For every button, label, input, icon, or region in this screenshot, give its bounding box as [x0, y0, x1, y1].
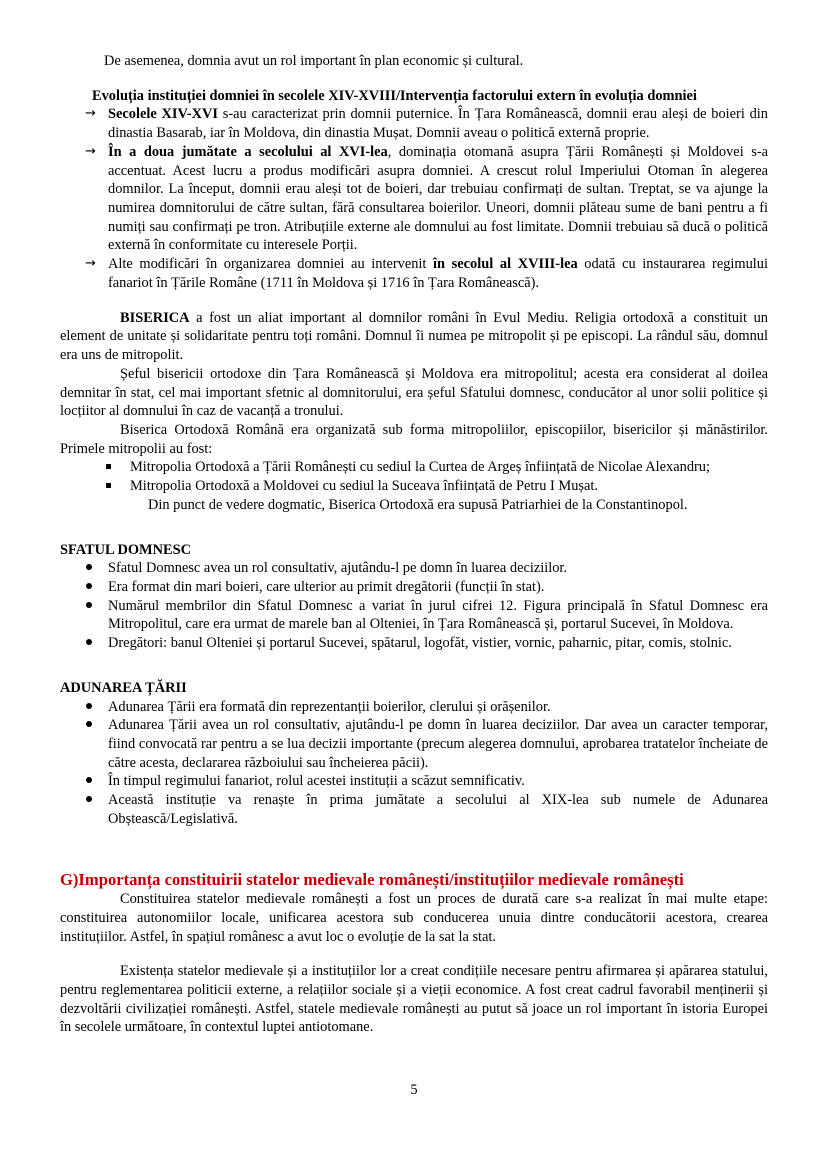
- round-bullet-icon: [86, 703, 92, 709]
- spacer: [60, 293, 768, 309]
- list-item: [60, 597, 768, 634]
- biserica-paragraph-2: Șeful bisericii ortodoxe din Țara Românească și Moldova era mitropolitul; acesta era considerat al doilea demnitar în stat, cel mai important sfetnic al domnitorului, era șeful Sfatului domnesc, conducător al unor solii politice și locțiitor al domnului în caz de vacanță a tronului.: [60, 365, 768, 420]
- spacer: [60, 515, 768, 541]
- biserica-bold-lead: BISERICA: [120, 309, 190, 326]
- list-item: [60, 458, 768, 477]
- biserica-paragraph-3: Biserica Ortodoxă Română era organizată sub forma mitropoliilor, episcopiilor, bisericilor și mănăstirilor. Primele mitropolii au fost:: [60, 421, 768, 457]
- round-bullet-icon: [86, 721, 92, 727]
- round-bullet-icon: [86, 564, 92, 570]
- round-bullet-icon: [86, 583, 92, 589]
- heading-importanta-statelor: G)Importanța constituirii statelor medievale românești/instituțiilor medievale românești: [60, 869, 684, 889]
- item-text: s-au caracterizat prin domnii puternice. În Țara Românească, domnii erau aleși de boieri din dinastia Basarab, iar în Moldova, din dinastia Mușat. Domnii aveau o politică externă proprie.: [108, 106, 768, 142]
- list-item-label: În timpul regimului fanariot, rolul acestei instituții a scăzut semnificativ.: [108, 773, 525, 790]
- heading-adunarea-tarii: ADUNAREA ȚĂRII: [60, 679, 187, 696]
- list-item: [60, 105, 768, 142]
- list-item-label: Era format din mari boieri, care ulterior au primit dregătorii (funcții în stat).: [108, 578, 545, 595]
- square-bullet-icon: [106, 464, 111, 469]
- list-item: [60, 255, 768, 292]
- biserica-bullet-list: [60, 458, 768, 495]
- list-item: [60, 772, 768, 791]
- importanta-paragraph-1: Constituirea statelor medievale românești a fost un proces de durată care s-a realizat în mai multe etape: constituirea autonomiilor locale, unificarea acestora sub conducerea unuia dintre conducătorii acestora, crearea instituțiilor. Astfel, în spațiul românesc a avut loc o evoluție de la sat la stat.: [60, 891, 768, 945]
- heading-evolutia-domniei: Evoluția instituției domniei în secolele XIV-XVIII/Intervenția factorului extern în evoluția domniei: [92, 87, 697, 104]
- item-text: , dominația otomană asupra Țării Românești și Moldovei s-a accentuat. Acest lucru a produs modificări asupra domniei. A crescut rolul Imperiului Otoman în alegerea domnilor. La început, domnii erau aleși tot de boieri, dar trebuiau confirmați de sultan. Treptat, se va ajunge la numirea domnitorului de către sultan, fără consultarea boierilor. Uneori, domnii plăteau sume de bani pentru a fi numiți sau confirmați pe tron. Atribuțiile externe ale domnului au fost limitate. Domnii trebuiau să ducă o politică externă în conformitate cu interesele Porții.: [108, 143, 768, 254]
- list-item-label: Adunarea Țării era formată din reprezentanții boierilor, clerului și orășenilor.: [108, 698, 551, 715]
- evolutie-arrow-list: [60, 105, 768, 292]
- intro-paragraph: De asemenea, domnia avut un rol important în plan economic și cultural.: [104, 53, 524, 69]
- list-item: [60, 477, 768, 496]
- round-bullet-icon: [86, 602, 92, 608]
- adunarea-bullet-list: [60, 698, 768, 829]
- list-item: [60, 143, 768, 255]
- list-item: [60, 791, 768, 828]
- spacer: [60, 829, 768, 869]
- list-item-label: Dregători: banul Olteniei și portarul Sucevei, spătarul, logofăt, vistier, vornic, paharnic, pitar, comis, stolnic.: [108, 635, 732, 652]
- item-bold-lead: În a doua jumătate a secolului al XVI-lea: [108, 143, 388, 160]
- list-item-label: Această instituție va renaște în prima jumătate a secolului al XIX-lea sub numele de Adunarea Obștească/Legislativă.: [108, 792, 768, 827]
- importanta-paragraph-2: Existența statelor medievale și a instituțiilor lor a creat condițiile necesare pentru afirmarea și apărarea statului, pentru reglementarea politicii externe, a relațiilor sociale și a vieții economice. A fost creat cadrul favorabil menținerii și dezvoltării civilizației românești. Astfel, statele medievale românești au putut să joace un rol important în istoria Europei în secolele următoare, în contextul luptei antiotomane.: [60, 963, 768, 1036]
- arrow-right-icon: →: [85, 106, 96, 122]
- biserica-text-1: a fost un aliat important al domnilor români în Evul Mediu. Religia ortodoxă a constituit un element de unitate și solidaritate pentru toți români. Domnul îi numea pe mitropolit și pe episcopi. La rândul său, domnul era uns de mitropolit.: [60, 309, 768, 364]
- page-number: 5: [410, 1082, 418, 1098]
- item-text-before: Alte modificări în organizarea domniei au intervenit: [108, 256, 434, 273]
- list-item: [60, 578, 768, 597]
- spacer: [60, 946, 768, 962]
- biserica-paragraph-1: [60, 309, 768, 365]
- page-content: [60, 52, 768, 1037]
- round-bullet-icon: [86, 796, 92, 802]
- sfatul-bullet-list: [60, 559, 768, 653]
- round-bullet-icon: [86, 639, 92, 645]
- arrow-right-icon: →: [85, 143, 96, 159]
- heading-sfatul-domnesc: SFATUL DOMNESC: [60, 541, 191, 558]
- list-item: [60, 698, 768, 717]
- biserica-closing-paragraph: Din punct de vedere dogmatic, Biserica Ortodoxă era supusă Patriarhiei de la Constantinopol.: [148, 496, 688, 513]
- spacer: [60, 71, 768, 87]
- list-item: [60, 716, 768, 772]
- item-text-after: odată cu instaurarea regimului fanariot în Țările Române (1711 în Moldova și 1716 în Țara Românească).: [108, 256, 768, 291]
- item-bold-mid: în secolul al XVIII-lea: [433, 256, 578, 273]
- square-bullet-icon: [106, 483, 111, 488]
- round-bullet-icon: [86, 777, 92, 783]
- item-bold-lead: Secolele XIV-XVI: [108, 106, 218, 123]
- list-item: [60, 559, 768, 578]
- arrow-right-icon: →: [85, 256, 96, 272]
- list-item-label: Mitropolia Ortodoxă a Țării Românești cu sediul la Curtea de Argeș înființată de Nicolae Alexandru;: [130, 459, 710, 476]
- spacer: [60, 653, 768, 679]
- list-item-label: Sfatul Domnesc avea un rol consultativ, ajutându-l pe domn în luarea deciziilor.: [108, 560, 568, 577]
- list-item-label: Mitropolia Ortodoxă a Moldovei cu sediul la Suceava înființată de Petru I Mușat.: [130, 478, 598, 495]
- list-item: [60, 634, 768, 653]
- list-item-label: Numărul membrilor din Sfatul Domnesc a variat în jurul cifrei 12. Figura principală în Sfatul Domnesc era Mitropolitul, care era urmat de marele ban al Olteniei, în Țara Românească și, portarul Sucevei, în Moldova.: [108, 597, 768, 633]
- list-item-label: Adunarea Țării avea un rol consultativ, ajutându-l pe domn în luarea deciziilor. Dar avea un caracter temporar, fiind convocată rar pentru a se lua decizii importante (precum alegerea domnului, aprobarea tratatelor încheiate de către acesta, declararea războiului sau încheierea păcii).: [108, 717, 768, 771]
